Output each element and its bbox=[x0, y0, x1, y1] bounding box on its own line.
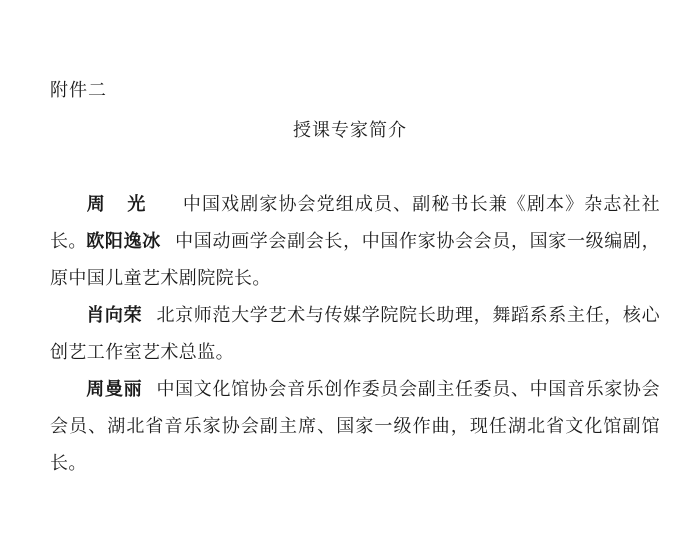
expert-entry-4 bbox=[50, 371, 660, 482]
expert-name: 欧阳逸冰 bbox=[86, 231, 161, 252]
expert-description: 中国动画学会副会长，中国作家协会会员，国家一级编剧，原中国儿童艺术剧院院长。 bbox=[50, 231, 660, 289]
document-title: 授课专家简介 bbox=[293, 120, 407, 141]
expert-name: 周曼丽 bbox=[86, 379, 143, 400]
expert-name: 肖向荣 bbox=[86, 305, 143, 326]
attachment-label: 附件二 bbox=[50, 80, 107, 101]
expert-entry-2 bbox=[50, 223, 660, 297]
expert-description: 中国戏剧家协会党组成员、副秘书长兼《剧本》杂志社社长。 bbox=[50, 194, 661, 252]
expert-entry-3 bbox=[50, 297, 660, 371]
expert-description: 北京师范大学艺术与传媒学院院长助理，舞蹈系系主任，核心创艺工作室艺术总监。 bbox=[50, 305, 660, 363]
expert-description: 中国文化馆协会音乐创作委员会副主任委员、中国音乐家协会会员、湖北省音乐家协会副主席、国家一级作曲，现任湖北省文化馆副馆长。 bbox=[50, 379, 660, 474]
expert-name: 周光 bbox=[86, 194, 169, 215]
